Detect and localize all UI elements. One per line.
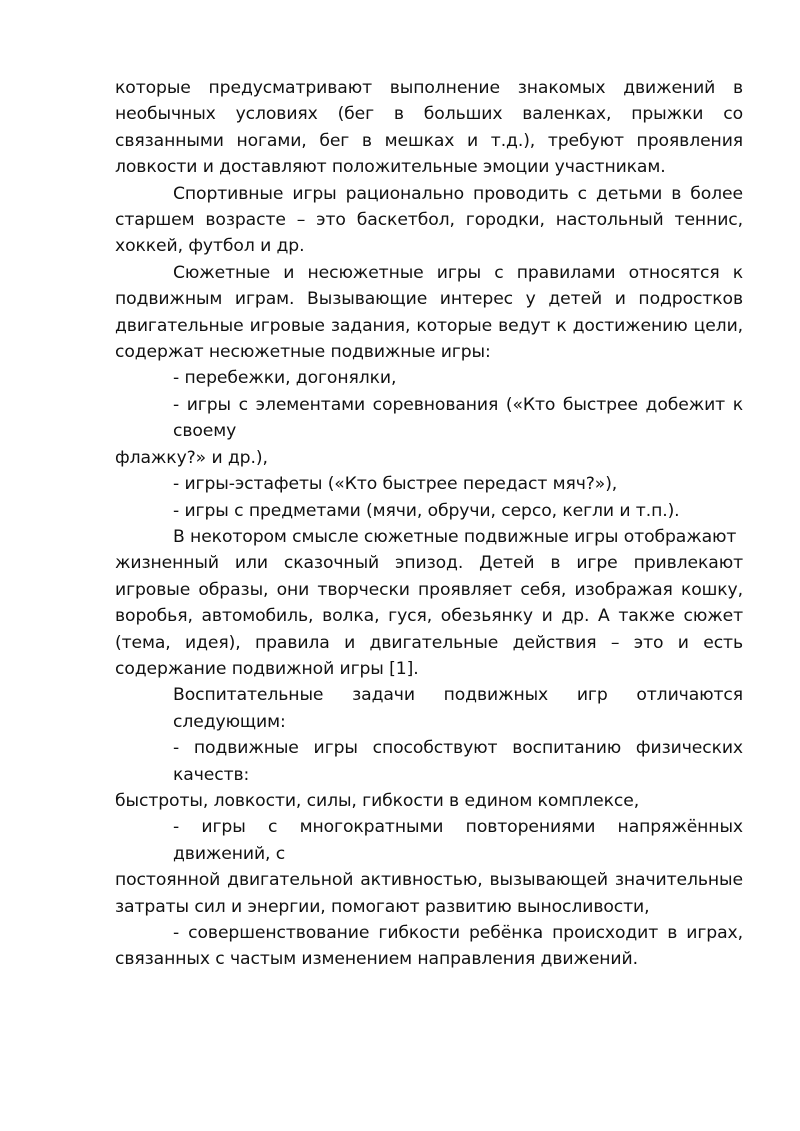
paragraph-plot-cont: жизненный или сказочный эпизод. Детей в игре привлекают игровые образы, они творчески проявляет себя, изображая кошку, воробья, автомобиль, волка, гуся, обезьянку и др. А также сюжет (тема, идея), правила и двигательные действия – это и есть содержание подвижной игры [1]. bbox=[115, 553, 743, 679]
list-item-competition-cont: флажку?» и др.), bbox=[115, 447, 268, 468]
paragraph-plot-games: Сюжетные и несюжетные игры с правилами относятся к подвижным играм. Вызывающие интерес у детей и подростков двигательные игровые задания, которые ведут к достижению цели, содержат несюжетные подвижные игры: bbox=[115, 262, 743, 363]
paragraph-plot-head: В некотором смысле сюжетные подвижные игры отображают bbox=[173, 526, 737, 547]
list-item-endurance: - игры с многократными повторениями напряжённых движений, с bbox=[173, 817, 743, 864]
paragraph-tasks-head: Воспитательные задачи подвижных игр отличаются следующим: bbox=[173, 685, 743, 732]
document-body bbox=[115, 75, 743, 973]
list-item-flexibility: - совершенствование гибкости ребёнка происходит в играх, связанных с частым изменением направления движений. bbox=[115, 923, 743, 970]
list-item-physical: - подвижные игры способствуют воспитанию физических качеств: bbox=[173, 738, 743, 785]
paragraph-1: которые предусматривают выполнение знакомых движений в необычных условиях (бег в больших валенках, прыжки со связанными ногами, бег в мешках и т.д.), требуют проявления ловкости и доставляют положительные эмоции участникам. bbox=[115, 78, 743, 178]
list-item-endurance-cont: постоянной двигательной активностью, вызывающей значительные затраты сил и энергии, помогают развитию выносливости, bbox=[115, 870, 743, 917]
list-item-chase: - перебежки, догонялки, bbox=[173, 368, 397, 389]
list-item-competition: - игры с элементами соревнования («Кто быстрее добежит к своему bbox=[173, 394, 743, 442]
list-item-objects: - игры с предметами (мячи, обручи, серсо, кегли и т.п.). bbox=[173, 500, 680, 521]
list-item-relay: - игры-эстафеты («Кто быстрее передаст мяч?»), bbox=[173, 474, 618, 495]
paragraph-sport-games: Спортивные игры рационально проводить с детьми в более старшем возрасте – это баскетбол, городки, настольный теннис, хоккей, футбол и др. bbox=[115, 183, 743, 257]
list-item-physical-cont: быстроты, ловкости, силы, гибкости в едином комплексе, bbox=[115, 790, 640, 811]
